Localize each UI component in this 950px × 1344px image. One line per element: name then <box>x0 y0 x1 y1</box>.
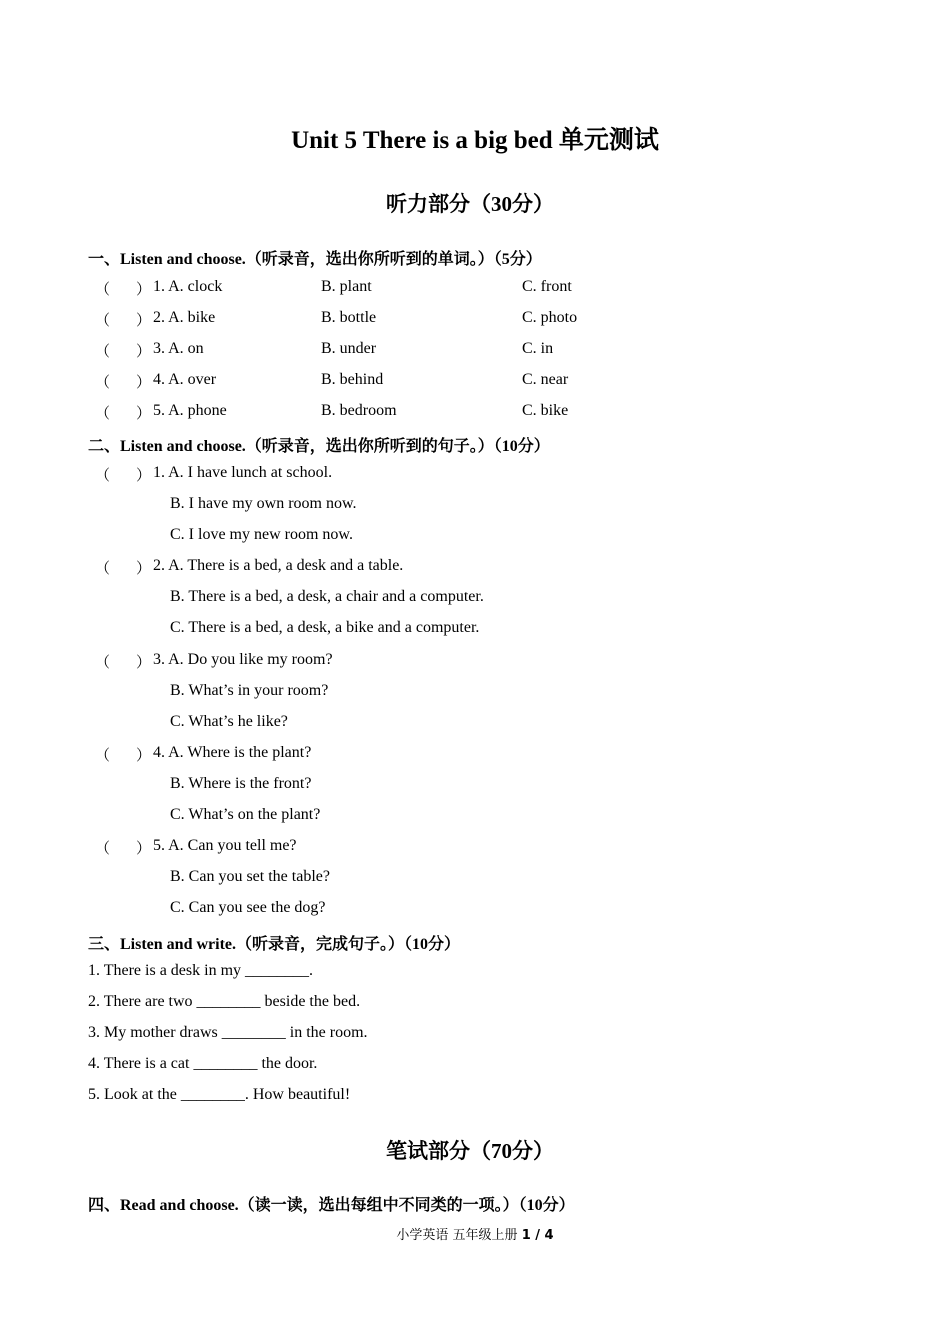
answer-paren-open: （ <box>95 841 111 857</box>
option-c: C. What’s on the plant? <box>170 806 321 823</box>
answer-paren-close: ） <box>136 344 152 360</box>
answer-paren-close: ） <box>136 561 152 577</box>
answer-paren-open: （ <box>95 561 111 577</box>
answer-paren-open: （ <box>95 468 111 484</box>
option-a: 4. A. over <box>153 371 217 388</box>
answer-paren-close: ） <box>136 282 152 298</box>
option-c: C. bike <box>522 402 569 419</box>
fill-in-sentence: 3. My mother draws ________ in the room. <box>88 1024 368 1041</box>
option-c: C. What’s he like? <box>170 713 288 730</box>
listening-section-title: 听力部分（30分） <box>386 192 554 216</box>
part2-heading: 二、Listen and choose.（听录音，选出你所听到的句子。）（10分） <box>88 438 550 455</box>
option-b: B. plant <box>321 278 372 295</box>
fill-in-sentence: 2. There are two ________ beside the bed. <box>88 993 361 1010</box>
answer-paren-close: ） <box>136 655 152 671</box>
option-b: B. There is a bed, a desk, a chair and a computer. <box>170 588 484 605</box>
option-a: 5. A. Can you tell me? <box>153 837 297 854</box>
option-c: C. front <box>522 278 572 295</box>
answer-paren-open: （ <box>95 344 111 360</box>
option-c: C. in <box>522 340 554 357</box>
option-a: 5. A. phone <box>153 402 227 419</box>
page-number: 1 / 4 <box>521 1228 554 1243</box>
answer-paren-close: ） <box>136 375 152 391</box>
option-a: 3. A. on <box>153 340 204 357</box>
option-b: B. behind <box>321 371 384 388</box>
option-b: B. Can you set the table? <box>170 868 330 885</box>
fill-in-sentence: 4. There is a cat ________ the door. <box>88 1055 318 1072</box>
answer-paren-open: （ <box>95 282 111 298</box>
answer-paren-close: ） <box>136 748 152 764</box>
answer-paren-open: （ <box>95 375 111 391</box>
fill-in-sentence: 1. There is a desk in my ________. <box>88 962 314 979</box>
writing-section-title: 笔试部分（70分） <box>386 1139 554 1163</box>
page-title: Unit 5 There is a big bed 单元测试 <box>291 127 659 154</box>
option-a: 1. A. I have lunch at school. <box>153 464 333 481</box>
option-b: B. Where is the front? <box>170 775 312 792</box>
answer-paren-close: ） <box>136 841 152 857</box>
answer-paren-open: （ <box>95 313 111 329</box>
option-c: C. photo <box>522 309 578 326</box>
option-a: 2. A. bike <box>153 309 216 326</box>
option-a: 3. A. Do you like my room? <box>153 651 333 668</box>
option-a: 2. A. There is a bed, a desk and a table. <box>153 557 404 574</box>
option-b: B. I have my own room now. <box>170 495 357 512</box>
option-b: B. bedroom <box>321 402 397 419</box>
answer-paren-close: ） <box>136 406 152 422</box>
page-footer <box>0 1224 950 1243</box>
option-c: C. near <box>522 371 569 388</box>
option-b: B. under <box>321 340 377 357</box>
answer-paren-close: ） <box>136 468 152 484</box>
fill-in-sentence: 5. Look at the ________. How beautiful! <box>88 1086 351 1103</box>
part1-heading: 一、Listen and choose.（听录音，选出你所听到的单词。）（5分） <box>88 251 542 268</box>
answer-paren-open: （ <box>95 748 111 764</box>
answer-paren-open: （ <box>95 406 111 422</box>
option-b: B. What’s in your room? <box>170 682 329 699</box>
part4-heading: 四、Read and choose.（读一读，选出每组中不同类的一项。）（10分） <box>88 1197 575 1214</box>
answer-paren-close: ） <box>136 313 152 329</box>
footer-course: 小学英语 五年级上册 <box>396 1228 522 1243</box>
option-a: 4. A. Where is the plant? <box>153 744 312 761</box>
option-b: B. bottle <box>321 309 377 326</box>
option-c: C. I love my new room now. <box>170 526 353 543</box>
part3-heading: 三、Listen and write.（听录音，完成句子。）（10分） <box>88 936 461 953</box>
option-a: 1. A. clock <box>153 278 223 295</box>
option-c: C. There is a bed, a desk, a bike and a computer. <box>170 619 480 636</box>
option-c: C. Can you see the dog? <box>170 899 326 916</box>
answer-paren-open: （ <box>95 655 111 671</box>
